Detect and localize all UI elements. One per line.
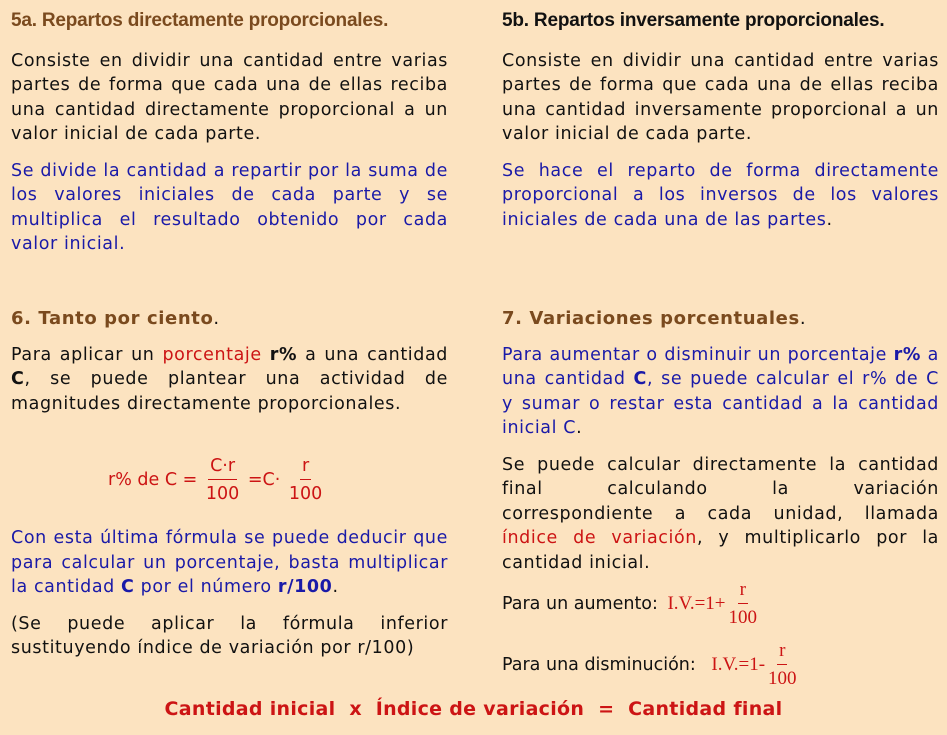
section-7 [502, 307, 939, 575]
percent-formula [108, 456, 325, 504]
formula-mid: C· [262, 470, 281, 490]
disminucion-expr: I.V.=1- [711, 654, 766, 675]
s6-p2-c-bold: C [121, 577, 135, 597]
disminucion-label: Para una disminución: [502, 655, 696, 675]
s7-p1-b: a una cantidad [502, 344, 939, 389]
s6-p1-a: Para aplicar un [11, 344, 163, 365]
section-6-deduction [11, 526, 448, 600]
section-6-title [11, 307, 448, 332]
section-5b-definition: Consiste en dividir una cantidad entre varias partes de forma que cada una de ellas reciba una cantidad inversamente proporcional a un valor inicial de cada parte. [502, 50, 939, 144]
formula-num2: r [300, 456, 311, 480]
disminucion-fraction [768, 641, 797, 689]
section-7-intro [502, 343, 939, 441]
formula-eq2: = [247, 470, 263, 490]
s7-p2-line2: final calculando la variación [502, 479, 939, 499]
s7-p2-rest-a: correspondiente a cada unidad, llamada [502, 503, 939, 524]
formula-den1: 100 [205, 484, 240, 504]
section-7-direct [502, 453, 939, 576]
section-6 [11, 307, 448, 416]
aumento-fraction [729, 580, 758, 628]
s6-p1-b [262, 345, 270, 365]
s6-c-bold: C [11, 369, 25, 389]
s6-r100-bold: r/100 [277, 577, 333, 597]
s6-p2-a: Con esta última fórmula se puede deducir que para calcular un porcentaje, basta multiplicar la cantidad [11, 528, 448, 597]
section-5a [11, 9, 448, 257]
formula-eq1: = [182, 470, 198, 490]
s7-p1-c: , se puede calcular el r% de C y sumar o restar esta cantidad a la cantidad inicial C [502, 369, 940, 438]
s7-indice-term: índice de variación [502, 528, 697, 548]
s7-p2-rest-b: , y multiplicarlo por la cantidad inicial. [502, 528, 939, 573]
disminucion-num: r [777, 641, 787, 665]
formula-fraction-1 [206, 456, 239, 504]
s6-p2-dot: . [332, 577, 339, 597]
section-5b-method [502, 159, 939, 233]
section-6-title-text: 6. Tanto por ciento [11, 308, 214, 329]
section-6-note: (Se puede aplicar la fórmula inferior sustituyendo índice de variación por r/100) [11, 613, 448, 658]
s7-p1-end: . [576, 418, 583, 438]
section-5b-method-text: Se hace el reparto de forma directamente proporcional a los inversos de los valores iniciales de cada una de las partes [502, 160, 939, 230]
section-5a-title: 5a. Repartos directamente proporcionales. [11, 10, 389, 31]
aumento-den: 100 [728, 607, 758, 628]
section-6-title-dot: . [213, 308, 220, 329]
aumento-expr: I.V.=1+ [667, 593, 726, 614]
s6-p1-d: , se puede plantear una actividad de magnitudes directamente proporcionales. [11, 369, 448, 414]
section-7-title-dot: . [799, 308, 807, 329]
aumento-label: Para un aumento: [502, 594, 658, 614]
s6-r-percent: r% [269, 344, 298, 365]
disminucion-formula [502, 641, 800, 689]
section-6-intro [11, 343, 448, 417]
section-5a-method: Se divide la cantidad a repartir por la suma de los valores iniciales de cada parte y se multiplica el resultado obtenido por cada valor inicial. [11, 160, 448, 254]
section-5b [502, 9, 939, 232]
aumento-num: r [738, 580, 748, 604]
section-7-title-text: 7. Variaciones porcentuales [502, 308, 800, 329]
s7-r-percent: r% [893, 344, 922, 365]
s7-p2-line1: Se puede calcular directamente la cantidad [502, 454, 939, 475]
section-5a-definition: Consiste en dividir una cantidad entre varias partes de forma que cada una de ellas reciba una cantidad directamente proporcional a un valor inicial de cada parte. [11, 50, 448, 144]
s7-c-bold: C [633, 369, 647, 389]
s6-porcentaje-term: porcentaje [162, 344, 262, 365]
section-6-cont [11, 526, 448, 661]
formula-fraction-2 [289, 456, 322, 504]
s7-p1-a: Para aumentar o disminuir un porcentaje [502, 344, 894, 365]
formula-lhs: r% de C [108, 470, 178, 490]
disminucion-den: 100 [768, 668, 797, 689]
final-formula: Cantidad inicial x Índice de variación = Cantidad final [164, 698, 783, 720]
s6-p1-c: a una cantidad [297, 344, 448, 365]
section-5b-method-end: . [826, 209, 833, 230]
formula-den2: 100 [288, 484, 323, 504]
s6-p2-b: por el número [134, 577, 278, 597]
section-7-title [502, 307, 939, 332]
section-5b-title: 5b. Repartos inversamente proporcionales. [502, 10, 885, 31]
aumento-formula [502, 580, 760, 628]
formula-num1: C·r [208, 456, 237, 480]
